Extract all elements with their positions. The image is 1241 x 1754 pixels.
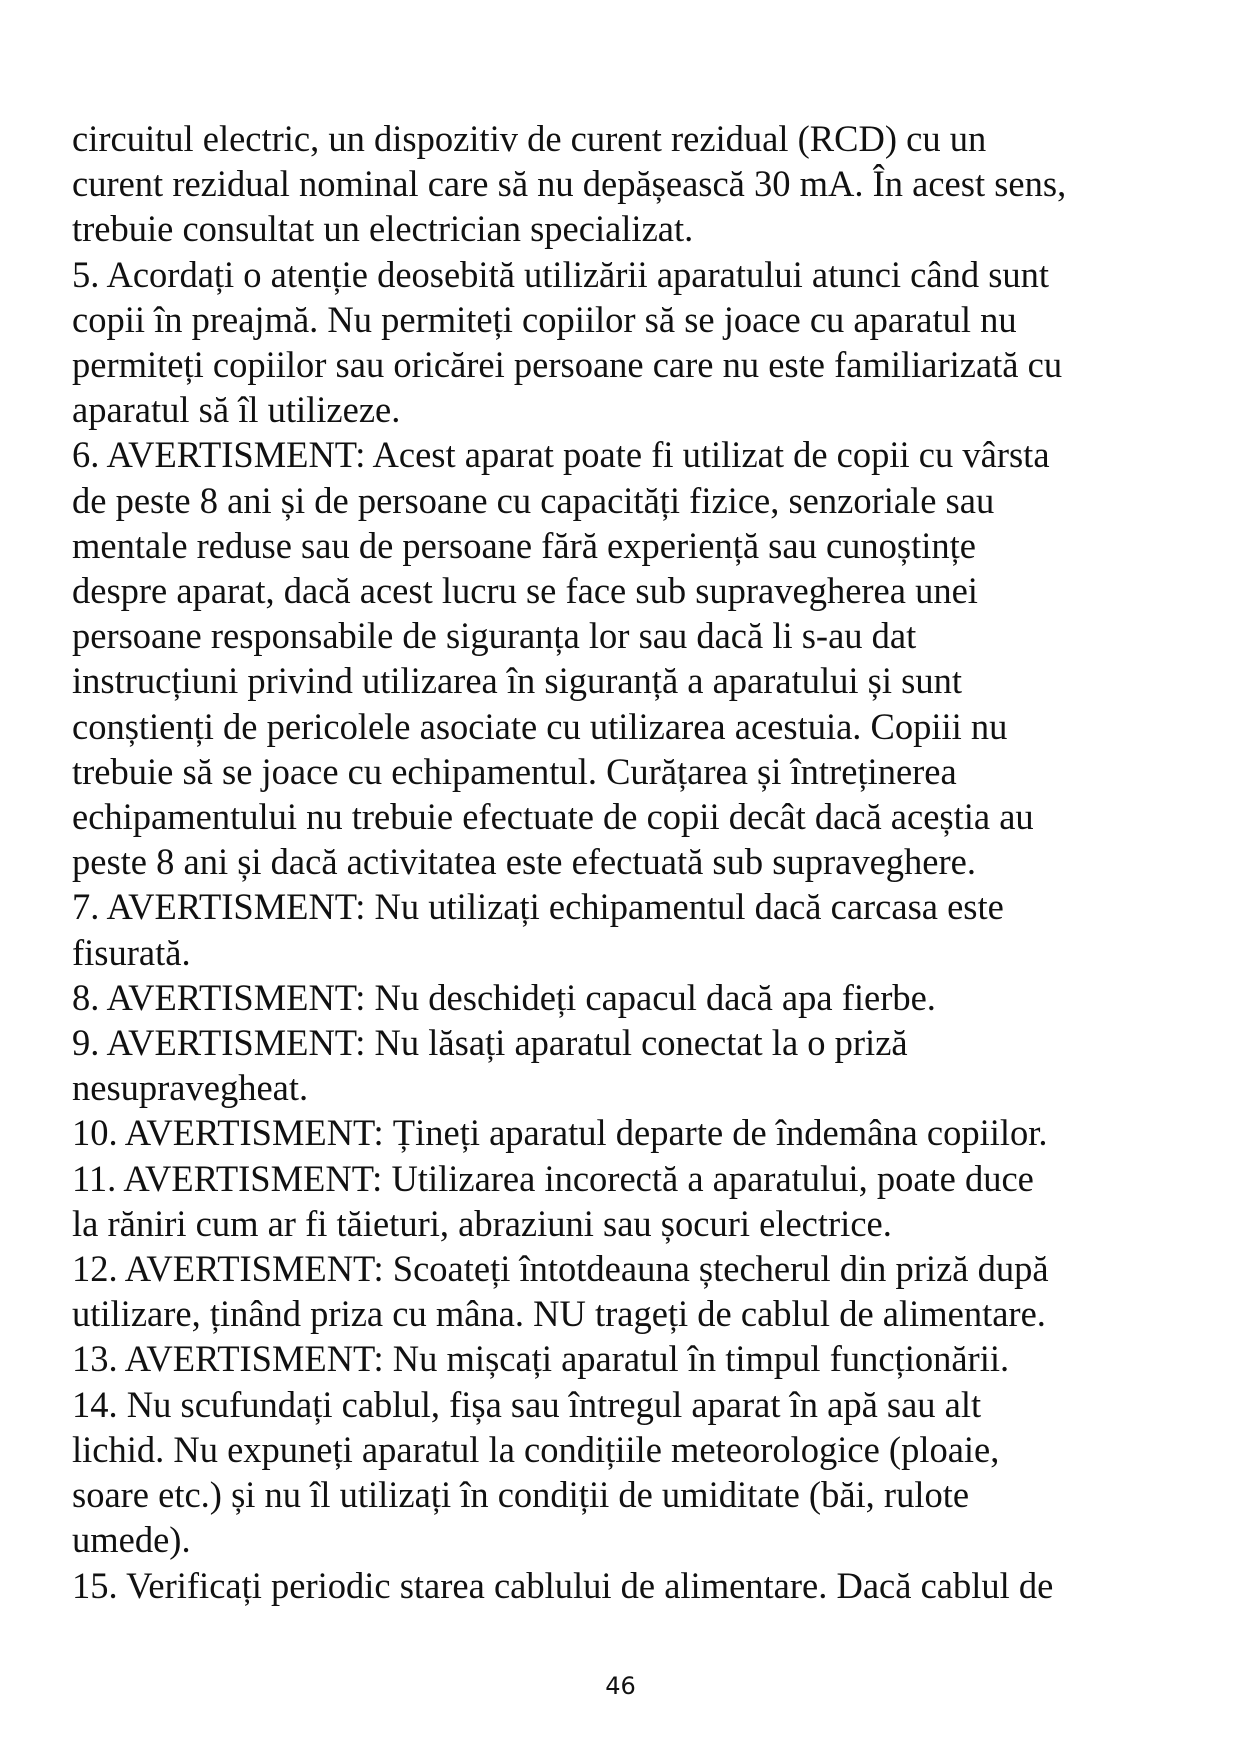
text-line: circuitul electric, un dispozitiv de curent rezidual (RCD) cu un (72, 118, 987, 159)
text-line: 12. AVERTISMENT: Scoateți întotdeauna ștecherul din priză după (72, 1248, 1049, 1290)
text-line: 15. Verificați periodic starea cablului de alimentare. Dacă cablul de (72, 1564, 1054, 1606)
text-line: 13. AVERTISMENT: Nu mișcați aparatul în timpul funcționării. (72, 1338, 1010, 1380)
text-line: nesupravegheat. (72, 1067, 309, 1109)
text-line: 9. AVERTISMENT: Nu lăsați aparatul conectat la o priză (72, 1022, 908, 1064)
text-line: la răniri cum ar fi tăieturi, abraziuni sau șocuri electrice. (72, 1202, 892, 1244)
text-line: lichid. Nu expuneți aparatul la condițiile meteorologice (ploaie, (72, 1428, 1000, 1470)
text-line: instrucțiuni privind utilizarea în siguranță a aparatului și sunt (72, 660, 962, 702)
text-line: 5. Acordați o atenție deosebită utilizării aparatului atunci când sunt (72, 253, 1050, 295)
text-line: umede). (72, 1519, 191, 1561)
text-line: fisurată. (72, 931, 191, 973)
text-line: trebuie să se joace cu echipamentul. Curățarea și întreținerea (72, 750, 957, 792)
text-line: mentale reduse sau de persoane fără experiență sau cunoștințe (72, 524, 976, 566)
text-line: 7. AVERTISMENT: Nu utilizați echipamentul dacă carcasa este (72, 886, 1004, 928)
text-line: 8. AVERTISMENT: Nu deschideți capacul dacă apa fierbe. (72, 976, 936, 1018)
text-line: 10. AVERTISMENT: Țineți aparatul departe de îndemâna copiilor. (72, 1112, 1048, 1154)
text-line: peste 8 ani și dacă activitatea este efectuată sub supraveghere. (72, 841, 976, 883)
text-line: utilizare, ținând priza cu mâna. NU trageți de cablul de alimentare. (72, 1293, 1046, 1335)
text-line: copii în preajmă. Nu permiteți copiilor să se joace cu aparatul nu (72, 298, 1017, 340)
text-line: persoane responsabile de siguranța lor sau dacă li s-au dat (72, 615, 917, 657)
text-line: soare etc.) și nu îl utilizați în condiții de umiditate (băi, rulote (72, 1474, 970, 1516)
text-line: 6. AVERTISMENT: Acest aparat poate fi utilizat de copii cu vârsta (72, 434, 1050, 476)
text-line: 11. AVERTISMENT: Utilizarea incorectă a aparatului, poate duce (72, 1157, 1034, 1199)
body-text (72, 116, 1192, 1608)
text-line: de peste 8 ani și de persoane cu capacități fizice, senzoriale sau (72, 479, 995, 521)
text-line: echipamentului nu trebuie efectuate de copii decât dacă aceștia au (72, 796, 1034, 838)
page-number: 46 (605, 1672, 636, 1700)
text-line: aparatul să îl utilizeze. (72, 389, 401, 431)
text-line: permiteți copiilor sau oricărei persoane care nu este familiarizată cu (72, 344, 1063, 386)
text-line: curent rezidual nominal care să nu depășească 30 mA. În acest sens, (72, 163, 1067, 205)
text-line: conștienți de pericolele asociate cu utilizarea acestuia. Copiii nu (72, 705, 1008, 747)
text-line: 14. Nu scufundați cablul, fișa sau întregul aparat în apă sau alt (72, 1383, 982, 1425)
text-line: trebuie consultat un electrician specializat. (72, 208, 694, 250)
text-line: despre aparat, dacă acest lucru se face sub supravegherea unei (72, 570, 978, 612)
